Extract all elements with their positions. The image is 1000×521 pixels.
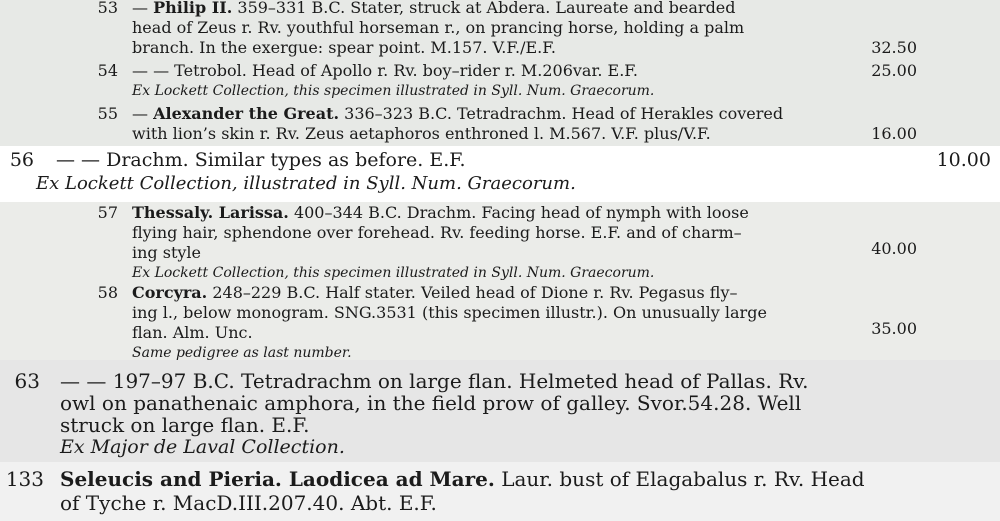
ruler-name: Philip II.: [153, 0, 233, 17]
description-line: — — 197–97 B.C. Tetradrachm on large flan. Helmeted head of Pallas. Rv.: [60, 369, 809, 393]
description-line: flan. Alm. Unc.: [132, 323, 253, 342]
provenance-note: Same pedigree as last number.: [132, 345, 352, 360]
region-name: Thessaly. Larissa.: [132, 203, 289, 222]
region-name: Corcyra.: [132, 283, 208, 302]
provenance-note: Ex Lockett Collection, illustrated in Syll. Num. Graecorum.: [36, 173, 576, 194]
description-line: with lion’s skin r. Rv. Zeus aetaphoros enthroned l. M.567. V.F. plus/V.F.: [132, 124, 711, 143]
description-line: branch. In the exergue: spear point. M.157. V.F./E.F.: [132, 38, 556, 57]
lot-price: 40.00: [871, 239, 917, 258]
description-line: Corcyra. 248–229 B.C. Half stater. Veiled head of Dione r. Rv. Pegasus fly–: [132, 283, 738, 302]
provenance-note: Ex Major de Laval Collection.: [60, 436, 345, 458]
description-line: Thessaly. Larissa. 400–344 B.C. Drachm. Facing head of nymph with loose: [132, 203, 749, 222]
provenance-note: Ex Lockett Collection, this specimen illustrated in Syll. Num. Graecorum.: [132, 83, 655, 99]
lot-price: 25.00: [871, 61, 917, 80]
description-line: — Alexander the Great. 336–323 B.C. Tetradrachm. Head of Herakles covered: [132, 104, 784, 123]
lot-number: 57: [97, 203, 118, 222]
lot-number: 58: [97, 283, 118, 302]
lot-description: [132, 104, 852, 144]
lot-price: 16.00: [871, 124, 917, 143]
lot-description: [60, 467, 1000, 515]
lot-description: [60, 370, 1000, 458]
lot-description: [132, 203, 852, 283]
lot-number: 54: [97, 61, 118, 80]
description-line: ing style: [132, 243, 202, 262]
lot-price: 35.00: [871, 319, 917, 338]
description-line: head of Zeus r. Rv. youthful horseman r., on prancing horse, holding a palm: [132, 18, 745, 37]
ruler-name: Alexander the Great.: [153, 104, 340, 123]
catalog-section-5: [0, 462, 1000, 521]
description-line: of Tyche r. MacD.III.207.40. Abt. E.F.: [60, 491, 437, 515]
lot-description: [132, 283, 852, 360]
lot-number: 133: [5, 467, 44, 491]
description-line: — — Tetrobol. Head of Apollo r. Rv. boy–rider r. M.206var. E.F.: [132, 61, 638, 80]
description-line: flying hair, sphendone over forehead. Rv. feeding horse. E.F. and of charm–: [132, 223, 742, 242]
description-line: ing l., below monogram. SNG.3531 (this specimen illustr.). On unusually large: [132, 303, 767, 322]
description-line: struck on large flan. E.F.: [60, 413, 310, 437]
description-line: owl on panathenaic amphora, in the field prow of galley. Svor.54.28. Well: [60, 391, 802, 415]
lot-number: 53: [97, 0, 118, 17]
provenance-note: Ex Lockett Collection, this specimen illustrated in Syll. Num. Graecorum.: [132, 265, 655, 281]
region-name: Seleucis and Pieria. Laodicea ad Mare.: [60, 467, 495, 491]
description-line: Seleucis and Pieria. Laodicea ad Mare. Laur. bust of Elagabalus r. Rv. Head: [60, 467, 865, 491]
catalog-section-2: [0, 146, 1000, 202]
lot-description: [36, 149, 856, 195]
description-line: — Philip II. 359–331 B.C. Stater, struck at Abdera. Laureate and bearded: [132, 0, 736, 17]
catalog-section-4: [0, 360, 1000, 462]
description-line: — — Drachm. Similar types as before. E.F.: [56, 149, 466, 171]
lot-number: 63: [14, 369, 40, 393]
catalog-section-1: [0, 0, 1000, 146]
lot-price: 10.00: [936, 149, 991, 171]
lot-description: [132, 0, 852, 58]
lot-description: [132, 61, 852, 101]
catalog-section-3: [0, 202, 1000, 360]
lot-number: 56: [9, 149, 34, 171]
lot-price: 32.50: [871, 38, 917, 57]
lot-number: 55: [97, 104, 118, 123]
